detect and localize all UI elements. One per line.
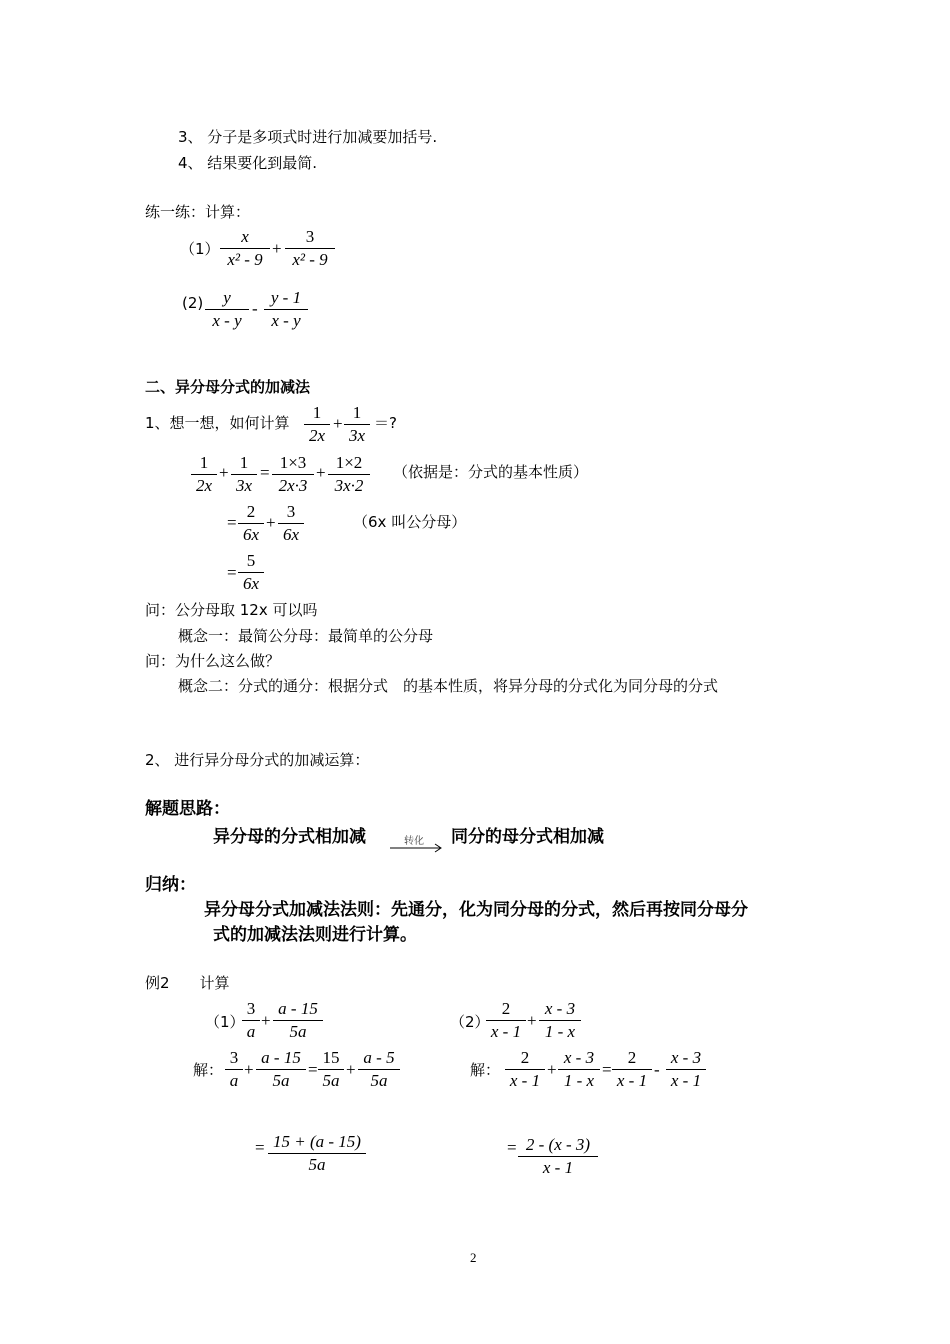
numerator: a - 15: [278, 999, 318, 1018]
numerator: 15 + (a - 15): [273, 1132, 361, 1151]
think-fraction-2: [344, 402, 370, 447]
practice-1-plus: +: [272, 239, 282, 258]
rule-line-2: 式的加减法法则进行计算。: [213, 925, 417, 945]
denominator: 5a: [370, 1071, 388, 1090]
q2-fraction-2: [539, 998, 581, 1043]
numerator: 1: [239, 453, 249, 472]
practice-1-fraction-2: [285, 226, 335, 271]
practice-1-fraction-1: [220, 226, 270, 271]
q1-fraction-2: [273, 998, 323, 1043]
think-suffix: ＝?: [374, 414, 397, 432]
concept-1: 概念一：最简公分母：最简单的公分母: [178, 627, 434, 645]
step3-equals: =: [227, 563, 237, 582]
sol1-plus-2: +: [346, 1060, 356, 1079]
question-2: 问：为什么这么做？: [145, 652, 281, 670]
denominator: 5a: [322, 1071, 340, 1090]
numerator: 3: [286, 502, 296, 521]
sol2-step2-equals: =: [507, 1138, 517, 1157]
numerator: 3: [246, 999, 256, 1018]
practice-2-fraction-2: [264, 287, 308, 332]
numerator: 15: [322, 1048, 340, 1067]
denominator: x - 1: [616, 1071, 648, 1090]
numerator: 3: [229, 1048, 239, 1067]
denominator: x - y: [212, 311, 242, 330]
step1-fraction-4: [328, 452, 370, 497]
step2-fraction-2: [278, 501, 304, 546]
step1-fraction-1: [191, 452, 217, 497]
denominator: x - 1: [670, 1071, 702, 1090]
denominator: x² - 9: [227, 250, 263, 269]
denominator: a: [246, 1022, 256, 1041]
denominator: 5a: [289, 1022, 307, 1041]
idea-left: 异分母的分式相加减: [213, 827, 366, 847]
numerator: x - 3: [563, 1048, 595, 1067]
step1-fraction-2: [231, 452, 257, 497]
example-2-q2-label: （2）: [450, 1013, 490, 1031]
numerator: a - 5: [363, 1048, 395, 1067]
numerator: 2: [520, 1048, 530, 1067]
denominator: 3x: [348, 426, 366, 445]
part-2-title: 2、 进行异分母分式的加减运算：: [145, 751, 370, 769]
denominator: x - 1: [490, 1022, 522, 1041]
numerator: 1×2: [335, 453, 363, 472]
step1-note: （依据是：分式的基本性质）: [393, 463, 589, 481]
example-2-q1-label: （1）: [205, 1013, 245, 1031]
numerator: 1: [199, 453, 209, 472]
rule-line-1: 异分母分式加减法法则：先通分，化为同分母的分式，然后再按同分母分: [204, 900, 748, 920]
denominator: a: [229, 1071, 239, 1090]
denominator: 3x: [235, 476, 253, 495]
arrow-label: 转化: [404, 836, 424, 847]
step1-fraction-3: [272, 452, 314, 497]
think-prefix: 1、想一想，如何计算: [145, 414, 290, 432]
step2-note: （6x 叫公分母）: [353, 513, 467, 531]
example-2-title: 例2 计算: [145, 974, 230, 992]
practice-2-minus: -: [252, 299, 258, 318]
step1-equals: =: [260, 463, 270, 482]
rule-4: 4、 结果要化到最简.: [178, 154, 318, 172]
step3-fraction: [238, 550, 264, 595]
sol2-fraction-3: [612, 1047, 652, 1092]
step2-equals: =: [227, 513, 237, 532]
denominator: x - 1: [509, 1071, 541, 1090]
question-1: 问：公分母取 12x 可以吗: [145, 601, 318, 619]
step1-plus-1: +: [219, 463, 229, 482]
sol2-fraction-1: [505, 1047, 545, 1092]
denominator: 1 - x: [563, 1071, 595, 1090]
practice-2-label: (2): [182, 294, 204, 312]
denominator: 5a: [308, 1155, 326, 1174]
q2-fraction-1: [486, 998, 526, 1043]
denominator: 1 - x: [544, 1022, 576, 1041]
summary-heading: 归纳：: [145, 875, 196, 895]
denominator: 3x·2: [334, 476, 364, 495]
denominator: x - y: [271, 311, 301, 330]
sol2-fraction-4: [666, 1047, 706, 1092]
sol2-plus: +: [547, 1060, 557, 1079]
numerator: y - 1: [270, 288, 302, 307]
section-2-heading: 二、异分母分式的加减法: [145, 378, 311, 396]
solution-1-label: 解：: [193, 1061, 224, 1079]
denominator: 6x: [242, 574, 260, 593]
numerator: x - 3: [670, 1048, 702, 1067]
arrow-icon: [388, 832, 446, 854]
denominator: 2x: [195, 476, 213, 495]
numerator: 2: [627, 1048, 637, 1067]
numerator: a - 15: [261, 1048, 301, 1067]
practice-1-label: （1）: [180, 240, 220, 258]
q1-fraction-1: [242, 998, 260, 1043]
numerator: 1: [312, 403, 322, 422]
think-plus: +: [333, 414, 343, 433]
sol2-step2-fraction: [518, 1134, 598, 1179]
numerator: 1×3: [279, 453, 307, 472]
rule-3: 3、 分子是多项式时进行加减要加括号.: [178, 128, 438, 146]
numerator: 1: [352, 403, 362, 422]
q2-plus: +: [527, 1011, 537, 1030]
concept-2: 概念二：分式的通分：根据分式 的基本性质，将异分母的分式化为同分母的分式: [178, 677, 719, 695]
think-fraction-1: [304, 402, 330, 447]
sol2-fraction-2: [558, 1047, 600, 1092]
solution-2-label: 解：: [470, 1061, 501, 1079]
sol1-fraction-1: [225, 1047, 243, 1092]
idea-right: 同分的母分式相加减: [451, 827, 604, 847]
numerator: x - 3: [544, 999, 576, 1018]
practice-2-fraction-1: [205, 287, 249, 332]
numerator: 5: [246, 551, 256, 570]
transform-arrow: [388, 832, 446, 854]
step2-fraction-1: [238, 501, 264, 546]
idea-heading: 解题思路：: [145, 799, 230, 819]
q1-plus: +: [261, 1011, 271, 1030]
step2-plus: +: [266, 513, 276, 532]
sol1-step2-fraction: [268, 1131, 366, 1176]
numerator: 2: [501, 999, 511, 1018]
denominator: 6x: [282, 525, 300, 544]
step1-plus-2: +: [316, 463, 326, 482]
numerator: y: [223, 288, 231, 307]
denominator: x - 1: [542, 1158, 574, 1177]
denominator: 5a: [272, 1071, 290, 1090]
denominator: x² - 9: [292, 250, 328, 269]
denominator: 2x: [308, 426, 326, 445]
sol1-equals: =: [308, 1060, 318, 1079]
sol1-fraction-3: [318, 1047, 344, 1092]
sol1-step2-equals: =: [255, 1138, 265, 1157]
numerator: 2 - (x - 3): [525, 1135, 591, 1154]
denominator: 2x·3: [278, 476, 308, 495]
numerator: 2: [246, 502, 256, 521]
sol2-equals: =: [602, 1060, 612, 1079]
page-number: 2: [470, 1250, 477, 1265]
sol1-fraction-4: [358, 1047, 400, 1092]
sol2-minus: -: [654, 1060, 660, 1079]
denominator: 6x: [242, 525, 260, 544]
sol1-plus-1: +: [244, 1060, 254, 1079]
numerator: x: [241, 227, 249, 246]
sol1-fraction-2: [256, 1047, 306, 1092]
practice-title: 练一练：计算：: [145, 203, 251, 221]
numerator: 3: [305, 227, 315, 246]
